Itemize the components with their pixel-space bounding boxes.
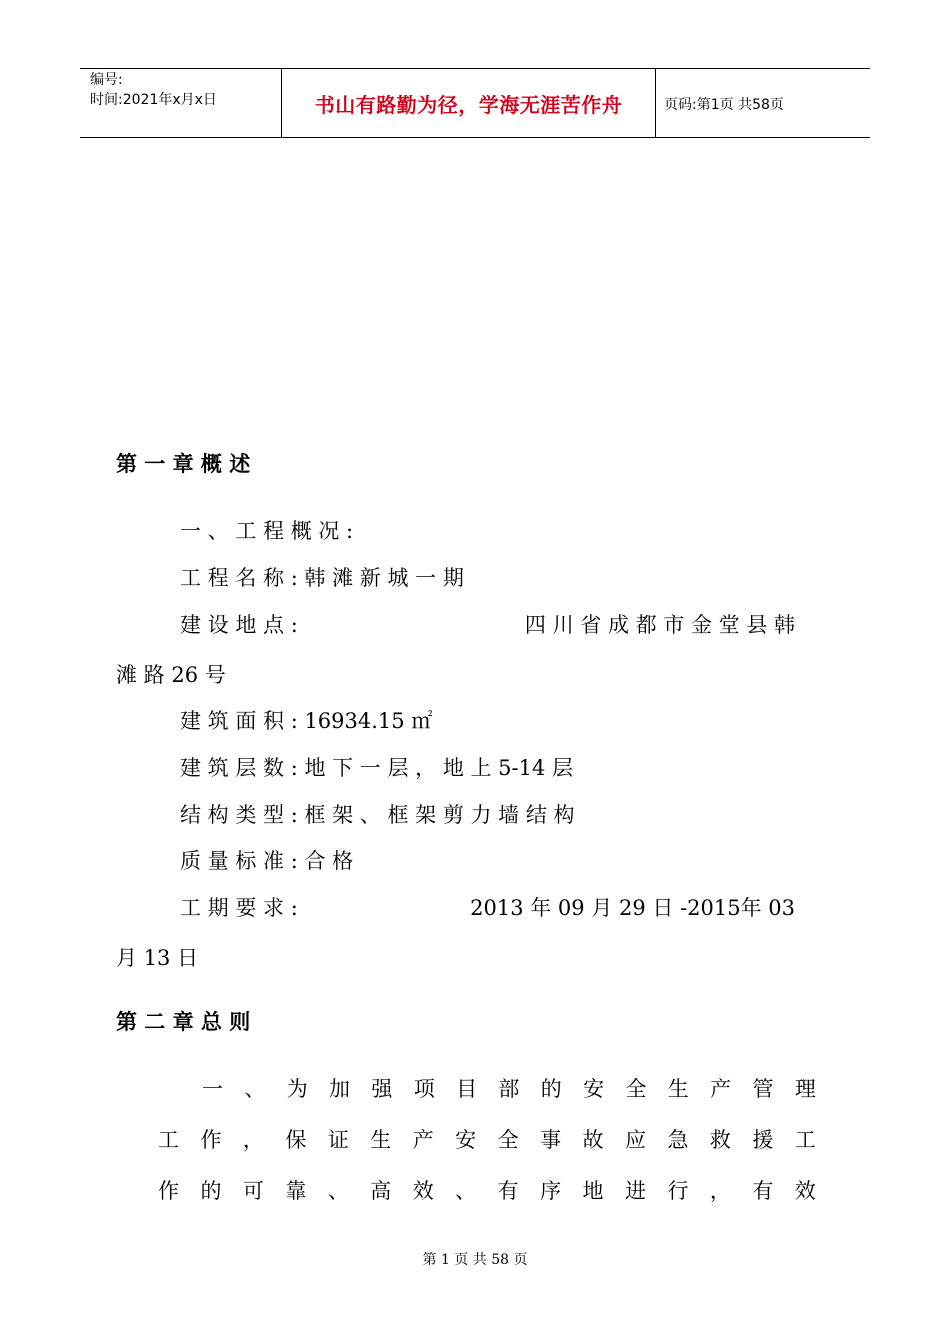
paragraph-char: 为 — [286, 1077, 308, 1101]
paragraph-char: 应 — [624, 1128, 646, 1152]
paragraph-char: 、 — [327, 1179, 349, 1203]
period-line-continued: 月 13 日 — [116, 946, 199, 970]
chapter-2-title: 第 二 章 总 则 — [116, 1010, 251, 1034]
paragraph-char: 安 — [455, 1128, 477, 1152]
site-value: 四 川 省 成 都 市 金 堂 县 韩 — [524, 613, 795, 637]
paragraph-line — [202, 1076, 816, 1102]
header-page-info: 页码:第1页 共58页 — [664, 97, 784, 113]
floors-line: 建 筑 层 数 : 地 下 一 层 ， 地 上 5-14 层 — [180, 756, 574, 780]
paragraph-char: ， — [242, 1128, 264, 1152]
paragraph-char: 的 — [540, 1077, 562, 1101]
paragraph-char: 全 — [625, 1077, 647, 1101]
project-name-line: 工 程 名 称 : 韩 滩 新 城 一 期 — [180, 566, 464, 590]
paragraph-char: 急 — [667, 1128, 689, 1152]
paragraph-char: 工 — [794, 1128, 816, 1152]
header-motto: 书山有路勤为径，学海无涯苦作舟 — [314, 92, 623, 117]
paragraph-char: 保 — [285, 1128, 307, 1152]
paragraph-char: 效 — [794, 1179, 816, 1203]
paragraph-char: 、 — [455, 1179, 477, 1203]
paragraph-char: 故 — [582, 1128, 604, 1152]
chapter-1-title: 第 一 章 概 述 — [116, 452, 251, 476]
paragraph-char: 效 — [412, 1179, 434, 1203]
paragraph-char: 救 — [709, 1128, 731, 1152]
paragraph-char: 的 — [200, 1179, 222, 1203]
paragraph-char: 作 — [158, 1179, 179, 1203]
document-number-label: 编号: — [90, 72, 123, 88]
paragraph-char: 全 — [497, 1128, 519, 1152]
paragraph-char: 作 — [200, 1128, 222, 1152]
paragraph-char: 理 — [794, 1077, 816, 1101]
paragraph-char: 工 — [158, 1128, 179, 1152]
site-line — [180, 612, 795, 638]
paragraph-line — [158, 1178, 816, 1204]
paragraph-char: 行 — [667, 1179, 689, 1203]
area-line: 建 筑 面 积 : 16934.15 ㎡ — [180, 709, 433, 733]
paragraph-char: 进 — [624, 1179, 646, 1203]
paragraph-char: 加 — [329, 1077, 351, 1101]
quality-line: 质 量 标 准 : 合 格 — [180, 849, 354, 873]
paragraph-char: 强 — [371, 1077, 393, 1101]
paragraph-char: 产 — [710, 1077, 732, 1101]
period-line — [180, 895, 795, 921]
paragraph-char: 证 — [327, 1128, 349, 1152]
period-label: 工 期 要 求 : — [180, 896, 298, 920]
paragraph-char: 产 — [412, 1128, 434, 1152]
paragraph-char: 靠 — [285, 1179, 307, 1203]
period-value: 2013 年 09 月 29 日 -2015年 03 — [470, 896, 795, 920]
paragraph-char: 生 — [370, 1128, 392, 1152]
paragraph-char: ， — [709, 1179, 731, 1203]
paragraph-char: 序 — [540, 1179, 562, 1203]
paragraph-char: 地 — [582, 1179, 604, 1203]
document-date: 时间:2021年x月x日 — [90, 92, 217, 108]
page-header — [80, 68, 870, 138]
paragraph-char: 高 — [370, 1179, 392, 1203]
paragraph-char: 项 — [413, 1077, 435, 1101]
paragraph-char: 部 — [498, 1077, 520, 1101]
paragraph-char: 生 — [667, 1077, 689, 1101]
paragraph-char: 事 — [540, 1128, 562, 1152]
paragraph-char: 一 — [202, 1077, 223, 1101]
paragraph-char: 安 — [583, 1077, 605, 1101]
paragraph-char: 援 — [752, 1128, 774, 1152]
paragraph-char: 可 — [242, 1179, 264, 1203]
paragraph-line — [158, 1127, 816, 1153]
header-divider — [655, 69, 656, 137]
paragraph-char: 目 — [456, 1077, 478, 1101]
site-line-continued: 滩 路 26 号 — [116, 663, 226, 687]
paragraph-char: 管 — [752, 1077, 774, 1101]
paragraph-char: 有 — [752, 1179, 774, 1203]
section-heading: 一 、 工 程 概 况 : — [180, 519, 354, 543]
page-footer: 第 1 页 共 58 页 — [422, 1252, 528, 1268]
paragraph-char: 、 — [244, 1077, 266, 1101]
site-label: 建 设 地 点 : — [180, 613, 298, 637]
paragraph-char: 有 — [497, 1179, 519, 1203]
structure-line: 结 构 类 型 : 框 架 、 框 架 剪 力 墙 结 构 — [180, 803, 575, 827]
